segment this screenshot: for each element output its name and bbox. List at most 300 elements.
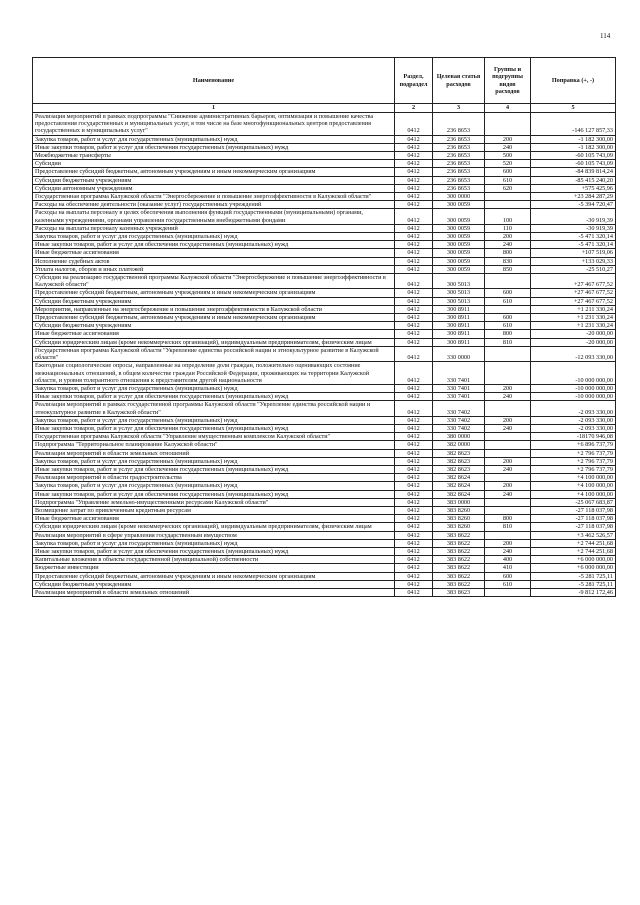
table-row (33, 143, 616, 151)
table-row (33, 193, 616, 201)
row-name: Государственная программа Калужской области "Управление имущественным комплексом Калужской области" (33, 433, 395, 441)
row-group (485, 305, 531, 313)
row-name: Иные бюджетные ассигнования (33, 515, 395, 523)
table-row (33, 384, 616, 392)
row-section: 0412 (395, 498, 433, 506)
row-article: 383 8622 (433, 556, 485, 564)
row-amount: +6 896 737,79 (531, 441, 616, 449)
row-section: 0412 (395, 274, 433, 289)
row-amount: -20 000,00 (531, 330, 616, 338)
row-article: 300 0059 (433, 209, 485, 224)
row-name: Закупка товаров, работ и услуг для государственных (муниципальных) нужд (33, 135, 395, 143)
row-section: 0412 (395, 241, 433, 249)
row-article: 382 8623 (433, 465, 485, 473)
row-name: Возмещение затрат по привлеченным кредитным ресурсам (33, 506, 395, 514)
table-row (33, 433, 616, 441)
row-section: 0412 (395, 433, 433, 441)
row-article: 382 8624 (433, 474, 485, 482)
budget-table (32, 57, 616, 597)
row-article: 300 0059 (433, 201, 485, 209)
row-name: Субсидии юридическим лицам (кроме некоммерческих организаций), индивидуальным предпринимателям, физическим лицам (33, 338, 395, 346)
table-row (33, 465, 616, 473)
row-section: 0412 (395, 297, 433, 305)
table-row (33, 362, 616, 385)
row-section: 0412 (395, 362, 433, 385)
row-group: 600 (485, 572, 531, 580)
row-article: 382 8624 (433, 490, 485, 498)
row-amount: +107 519,06 (531, 249, 616, 257)
row-amount: -27 118 037,98 (531, 506, 616, 514)
row-name: Закупка товаров, работ и услуг для государственных (муниципальных) нужд (33, 233, 395, 241)
row-section: 0412 (395, 547, 433, 555)
row-group: 520 (485, 160, 531, 168)
col-number: 5 (531, 104, 616, 113)
row-amount: +3 462 526,57 (531, 531, 616, 539)
table-row (33, 233, 616, 241)
row-article: 300 0059 (433, 249, 485, 257)
row-section: 0412 (395, 401, 433, 416)
table-row (33, 523, 616, 531)
row-section: 0412 (395, 265, 433, 273)
row-article: 382 8623 (433, 457, 485, 465)
row-article: 383 8622 (433, 572, 485, 580)
row-name: Реализация мероприятий в рамках государственной программы Калужской области "Укрепление единства российской нации и этнокультурное развитие в Калужской области" (33, 401, 395, 416)
row-article: 300 0059 (433, 241, 485, 249)
row-group: 200 (485, 457, 531, 465)
row-section: 0412 (395, 233, 433, 241)
row-name: Субсидии бюджетным учреждениям (33, 176, 395, 184)
row-group: 400 (485, 556, 531, 564)
row-amount: -5 394 720,47 (531, 201, 616, 209)
row-amount: -5 471 320,14 (531, 233, 616, 241)
row-article: 330 0000 (433, 346, 485, 361)
row-group: 620 (485, 184, 531, 192)
row-group (485, 433, 531, 441)
row-group (485, 531, 531, 539)
row-article: 330 7402 (433, 416, 485, 424)
row-group (485, 588, 531, 596)
row-name: Иные бюджетные ассигнования (33, 249, 395, 257)
table-row (33, 506, 616, 514)
row-name: Уплата налогов, сборов и иных платежей (33, 265, 395, 273)
row-amount: +23 284 287,29 (531, 193, 616, 201)
table-row (33, 209, 616, 224)
table-row (33, 531, 616, 539)
header-name: Наименование (33, 58, 395, 104)
row-article: 236 8653 (433, 184, 485, 192)
table-row (33, 289, 616, 297)
row-name: Предоставление субсидий бюджетным, автономным учреждениям и иным некоммерческим организациям (33, 289, 395, 297)
row-group: 610 (485, 322, 531, 330)
row-group (485, 474, 531, 482)
row-group: 110 (485, 224, 531, 232)
table-row (33, 249, 616, 257)
row-article: 300 0000 (433, 193, 485, 201)
row-name: Закупка товаров, работ и услуг для государственных (муниципальных) нужд (33, 384, 395, 392)
row-group (485, 441, 531, 449)
row-article: 330 7401 (433, 393, 485, 401)
row-section: 0412 (395, 441, 433, 449)
row-section: 0412 (395, 113, 433, 136)
row-article: 236 8653 (433, 113, 485, 136)
table-row (33, 424, 616, 432)
row-group (485, 362, 531, 385)
row-amount: -60 105 743,09 (531, 160, 616, 168)
table-row (33, 401, 616, 416)
row-amount: +2 796 737,79 (531, 449, 616, 457)
row-section: 0412 (395, 135, 433, 143)
page-number: 114 (600, 32, 611, 40)
row-name: Субсидии (33, 160, 395, 168)
row-section: 0412 (395, 523, 433, 531)
row-name: Капитальные вложения в объекты государственной (муниципальной) собственности (33, 556, 395, 564)
row-name: Предоставление субсидий бюджетным, автономным учреждениям и иным некоммерческим организациям (33, 314, 395, 322)
row-group: 810 (485, 338, 531, 346)
row-article: 383 8260 (433, 523, 485, 531)
row-amount: -30 919,39 (531, 224, 616, 232)
row-section: 0412 (395, 143, 433, 151)
row-group: 610 (485, 580, 531, 588)
row-name: Закупка товаров, работ и услуг для государственных (муниципальных) нужд (33, 416, 395, 424)
row-name: Субсидии бюджетным учреждениям (33, 322, 395, 330)
row-amount: +2 796 737,79 (531, 457, 616, 465)
row-group: 240 (485, 490, 531, 498)
row-amount: +133 029,33 (531, 257, 616, 265)
row-amount: -10 000 000,00 (531, 393, 616, 401)
column-number-row (33, 104, 616, 113)
row-amount: -1 182 300,00 (531, 143, 616, 151)
row-group: 240 (485, 547, 531, 555)
row-name: Закупка товаров, работ и услуг для государственных (муниципальных) нужд (33, 539, 395, 547)
row-article: 300 0059 (433, 233, 485, 241)
row-section: 0412 (395, 322, 433, 330)
table-row (33, 449, 616, 457)
row-amount: +27 467 677,52 (531, 297, 616, 305)
row-name: Предоставление субсидий бюджетным, автономным учреждениям и иным некоммерческим организациям (33, 572, 395, 580)
table-row (33, 588, 616, 596)
table-row (33, 257, 616, 265)
row-article: 236 8653 (433, 176, 485, 184)
row-group: 610 (485, 297, 531, 305)
row-section: 0412 (395, 531, 433, 539)
row-group: 800 (485, 249, 531, 257)
row-article: 300 8911 (433, 305, 485, 313)
row-group: 830 (485, 257, 531, 265)
row-name: Предоставление субсидий бюджетным, автономным учреждениям и иным некоммерческим организациям (33, 168, 395, 176)
row-amount: +2 744 251,68 (531, 539, 616, 547)
header-group: Группы и подгруппы видов расходов (485, 58, 531, 104)
table-row (33, 490, 616, 498)
row-section: 0412 (395, 457, 433, 465)
row-section: 0412 (395, 305, 433, 313)
row-article: 300 0059 (433, 224, 485, 232)
col-number: 3 (433, 104, 485, 113)
row-name: Реализация мероприятий в области земельных отношений (33, 449, 395, 457)
table-row (33, 224, 616, 232)
row-section: 0412 (395, 572, 433, 580)
row-name: Субсидии на реализацию государственной программы Калужской области "Энергосбережение и повышение энергоэффективности в Калужской области" (33, 274, 395, 289)
row-article: 300 5013 (433, 289, 485, 297)
row-amount: -27 118 037,98 (531, 523, 616, 531)
table-row (33, 441, 616, 449)
row-group (485, 193, 531, 201)
row-group: 200 (485, 135, 531, 143)
row-section: 0412 (395, 257, 433, 265)
table-row (33, 346, 616, 361)
row-group (485, 449, 531, 457)
row-amount: -20 000,00 (531, 338, 616, 346)
row-amount: +2 744 251,68 (531, 547, 616, 555)
table-row (33, 135, 616, 143)
row-section: 0412 (395, 580, 433, 588)
row-section: 0412 (395, 346, 433, 361)
row-name: Государственная программа Калужской области "Укрепление единства российской нации и этнокультурное развитие в Калужской области" (33, 346, 395, 361)
row-name: Иные закупки товаров, работ и услуг для обеспечения государственных (муниципальных) нужд (33, 143, 395, 151)
row-article: 383 8622 (433, 580, 485, 588)
table-row (33, 274, 616, 289)
row-name: Иные закупки товаров, работ и услуг для обеспечения государственных (муниципальных) нужд (33, 424, 395, 432)
row-name: Подпрограмма "Управление земельно-имущественными ресурсами Калужской области" (33, 498, 395, 506)
row-group: 610 (485, 176, 531, 184)
row-amount: -25 510,27 (531, 265, 616, 273)
row-amount: +4 100 000,00 (531, 490, 616, 498)
row-group: 600 (485, 289, 531, 297)
row-amount: -27 118 037,98 (531, 515, 616, 523)
row-group: 850 (485, 265, 531, 273)
table-row (33, 457, 616, 465)
row-name: Иные бюджетные ассигнования (33, 330, 395, 338)
row-group: 100 (485, 209, 531, 224)
row-article: 300 8911 (433, 338, 485, 346)
row-name: Расходы на выплаты персоналу в целях обеспечения выполнения функций государственными (муниципальными) органами, казенными учреждениями, органами управления государственными внебюджетными фондами (33, 209, 395, 224)
table-row (33, 265, 616, 273)
row-article: 383 8622 (433, 564, 485, 572)
row-article: 300 0059 (433, 257, 485, 265)
row-section: 0412 (395, 224, 433, 232)
table-row (33, 176, 616, 184)
row-article: 383 8260 (433, 506, 485, 514)
table-row (33, 305, 616, 313)
row-article: 300 0059 (433, 265, 485, 273)
table-body (33, 113, 616, 597)
row-section: 0412 (395, 539, 433, 547)
row-article: 383 8260 (433, 515, 485, 523)
row-section: 0412 (395, 482, 433, 490)
row-group (485, 498, 531, 506)
row-name: Реализация мероприятий в области градостроительства (33, 474, 395, 482)
table-row (33, 338, 616, 346)
row-article: 383 8623 (433, 588, 485, 596)
row-amount: -9 812 172,46 (531, 588, 616, 596)
row-name: Расходы на выплаты персоналу казенных учреждений (33, 224, 395, 232)
row-group: 200 (485, 416, 531, 424)
header-row (33, 58, 616, 104)
row-group: 240 (485, 424, 531, 432)
row-article: 300 8911 (433, 322, 485, 330)
row-group: 600 (485, 168, 531, 176)
table-row (33, 393, 616, 401)
row-section: 0412 (395, 201, 433, 209)
row-amount: -25 067 683,87 (531, 498, 616, 506)
row-group (485, 401, 531, 416)
row-amount: -2 093 330,00 (531, 424, 616, 432)
row-section: 0412 (395, 384, 433, 392)
row-name: Иные закупки товаров, работ и услуг для обеспечения государственных (муниципальных) нужд (33, 393, 395, 401)
row-article: 382 0000 (433, 441, 485, 449)
row-name: Реализация мероприятий в сфере управления государственным имуществом (33, 531, 395, 539)
header-article: Целевая статья расходов (433, 58, 485, 104)
row-section: 0412 (395, 193, 433, 201)
table-row (33, 297, 616, 305)
row-article: 330 7402 (433, 424, 485, 432)
row-group: 800 (485, 515, 531, 523)
row-group: 200 (485, 482, 531, 490)
header-section: Раздел, подраздел (395, 58, 433, 104)
row-section: 0412 (395, 338, 433, 346)
table-row (33, 482, 616, 490)
row-section: 0412 (395, 249, 433, 257)
row-amount: -18170 946,08 (531, 433, 616, 441)
row-section: 0412 (395, 393, 433, 401)
row-section: 0412 (395, 209, 433, 224)
row-group: 200 (485, 539, 531, 547)
row-amount: +6 000 000,00 (531, 556, 616, 564)
row-amount: -2 093 330,00 (531, 401, 616, 416)
row-group (485, 201, 531, 209)
row-group: 600 (485, 314, 531, 322)
row-section: 0412 (395, 416, 433, 424)
row-name: Закупка товаров, работ и услуг для государственных (муниципальных) нужд (33, 457, 395, 465)
row-article: 236 8653 (433, 143, 485, 151)
row-section: 0412 (395, 168, 433, 176)
row-name: Субсидии бюджетным учреждениям (33, 580, 395, 588)
row-article: 236 8653 (433, 135, 485, 143)
col-number: 4 (485, 104, 531, 113)
row-group: 410 (485, 564, 531, 572)
row-amount: -5 281 725,11 (531, 580, 616, 588)
row-amount: +4 100 000,00 (531, 482, 616, 490)
row-article: 236 8653 (433, 160, 485, 168)
row-article: 380 0000 (433, 433, 485, 441)
row-group: 240 (485, 465, 531, 473)
row-section: 0412 (395, 424, 433, 432)
row-name: Мероприятия, направленные на энергосбережение и повышение энергоэффективности в Калужской области (33, 305, 395, 313)
row-amount: -5 281 725,11 (531, 572, 616, 580)
row-amount: +4 100 000,00 (531, 474, 616, 482)
table-row (33, 556, 616, 564)
row-section: 0412 (395, 289, 433, 297)
row-section: 0412 (395, 588, 433, 596)
row-article: 300 8911 (433, 330, 485, 338)
row-name: Иные закупки товаров, работ и услуг для обеспечения государственных (муниципальных) нужд (33, 465, 395, 473)
table-row (33, 168, 616, 176)
row-section: 0412 (395, 160, 433, 168)
row-section: 0412 (395, 465, 433, 473)
row-group (485, 346, 531, 361)
row-article: 300 8911 (433, 314, 485, 322)
row-article: 382 8623 (433, 449, 485, 457)
row-amount: -2 093 330,00 (531, 416, 616, 424)
row-name: Государственная программа Калужской области "Энергосбережение и повышение энергоэффективности в Калужской области" (33, 193, 395, 201)
row-section: 0412 (395, 556, 433, 564)
row-amount: -146 127 857,33 (531, 113, 616, 136)
table-row (33, 580, 616, 588)
row-article: 236 8653 (433, 152, 485, 160)
row-amount: +27 467 677,52 (531, 274, 616, 289)
row-amount: +27 467 677,52 (531, 289, 616, 297)
table-row (33, 322, 616, 330)
row-group (485, 274, 531, 289)
row-amount: -30 919,39 (531, 209, 616, 224)
table-row (33, 241, 616, 249)
row-amount: +6 000 000,00 (531, 564, 616, 572)
row-amount: +1 211 330,24 (531, 305, 616, 313)
row-article: 236 8653 (433, 168, 485, 176)
row-section: 0412 (395, 330, 433, 338)
table-row (33, 515, 616, 523)
row-amount: +2 796 737,79 (531, 465, 616, 473)
row-article: 300 5013 (433, 274, 485, 289)
row-amount: -10 000 000,00 (531, 384, 616, 392)
row-amount: -5 471 320,14 (531, 241, 616, 249)
row-amount: +1 231 330,24 (531, 314, 616, 322)
row-name: Иные закупки товаров, работ и услуг для обеспечения государственных (муниципальных) нужд (33, 547, 395, 555)
row-amount: +575 425,96 (531, 184, 616, 192)
row-section: 0412 (395, 474, 433, 482)
row-name: Подпрограмма "Территориальное планирование Калужской области" (33, 441, 395, 449)
col-number: 2 (395, 104, 433, 113)
row-name: Реализация мероприятий в рамках подпрограммы "Снижение административных барьеров, оптимизация и повышение качества предоставления государственных и муниципальных услуг, в том числе на базе многофункциональных центров предоставления государственных и муниципальных услуг" (33, 113, 395, 136)
row-group: 500 (485, 152, 531, 160)
row-amount: -60 105 743,09 (531, 152, 616, 160)
row-name: Субсидии юридическим лицам (кроме некоммерческих организаций), индивидуальным предпринимателям, физическим лицам (33, 523, 395, 531)
row-section: 0412 (395, 176, 433, 184)
table-row (33, 498, 616, 506)
table-row (33, 314, 616, 322)
row-name: Закупка товаров, работ и услуг для государственных (муниципальных) нужд (33, 482, 395, 490)
row-name: Субсидии бюджетным учреждениям (33, 297, 395, 305)
row-amount: -84 839 814,24 (531, 168, 616, 176)
row-section: 0412 (395, 152, 433, 160)
row-group (485, 506, 531, 514)
row-name: Ежегодные социологические опросы, направленные на определение доли граждан, положительно оценивающих состояние межнациональных отношений, в общем количестве граждан Российской Федерации, проживающих на территории Калужской области, и уровня толерантного отношения к представителям другой национальности (33, 362, 395, 385)
row-section: 0412 (395, 490, 433, 498)
table-row (33, 152, 616, 160)
table-row (33, 160, 616, 168)
row-group: 200 (485, 233, 531, 241)
row-group: 240 (485, 393, 531, 401)
table-row (33, 184, 616, 192)
table-row (33, 564, 616, 572)
row-name: Субсидии автономным учреждениям (33, 184, 395, 192)
row-name: Реализация мероприятий в области земельных отношений (33, 588, 395, 596)
table-row (33, 201, 616, 209)
row-amount: -10 000 000,00 (531, 362, 616, 385)
row-group: 200 (485, 384, 531, 392)
row-name: Иные закупки товаров, работ и услуг для обеспечения государственных (муниципальных) нужд (33, 241, 395, 249)
row-article: 382 8624 (433, 482, 485, 490)
row-group: 240 (485, 241, 531, 249)
table-row (33, 416, 616, 424)
row-name: Иные закупки товаров, работ и услуг для обеспечения государственных (муниципальных) нужд (33, 490, 395, 498)
row-article: 383 8622 (433, 547, 485, 555)
table-row (33, 113, 616, 136)
row-amount: -1 182 300,00 (531, 135, 616, 143)
row-article: 330 7401 (433, 362, 485, 385)
row-name: Межбюджетные трансферты (33, 152, 395, 160)
row-article: 383 8622 (433, 531, 485, 539)
row-name: Исполнение судебных актов (33, 257, 395, 265)
